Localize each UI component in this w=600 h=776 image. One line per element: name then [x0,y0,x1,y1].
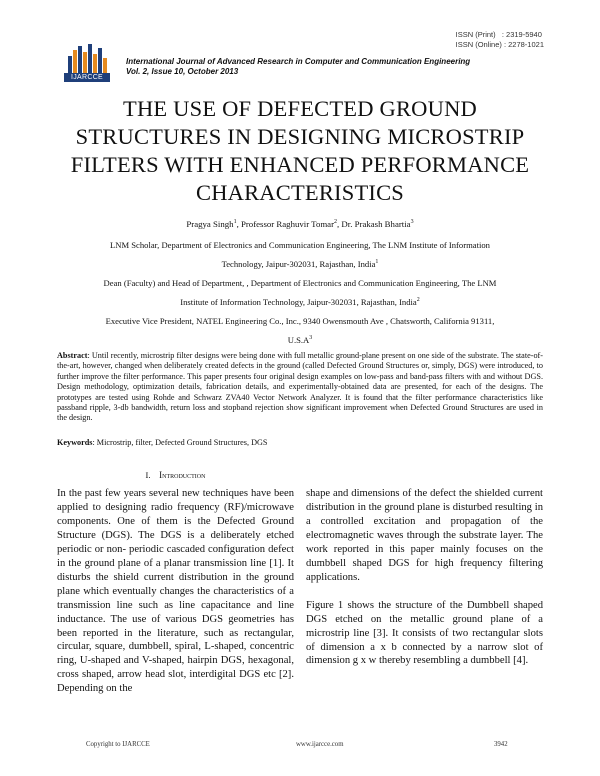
author-3: , Dr. Prakash Bhartia [337,219,411,229]
journal-logo [64,42,110,82]
footer-copyright: Copyright to IJARCCE [86,741,150,748]
author-1: Pragya Singh [186,219,234,229]
abstract [57,351,543,424]
section-number: I. [145,470,151,480]
footer-website: www.ijarcce.com [296,741,344,748]
body-right-column [306,487,543,668]
logo-text: IJARCCE [64,73,110,82]
title-line-4: CHARACTERISTICS [195,180,405,205]
section-heading-introduction [57,470,294,480]
footer-page-number: 3942 [494,741,508,748]
body-paragraph-1: In the past few years several new techniques have been applied to designing radio frequency (RF)/microwave components. One of them is the Defected Ground Structure (DGS). The DGS is a deliberately etched periodic or non- periodic cascaded configuration defect in the ground plane of a planar transmission line [1]. It disturbs the shield current distribution in the ground plane which eventually changes the characteristics of a transmission line such as line capacitance and line inductance. The use of various DGS geometries has been reported in the literature, such as rectangular, circular, square, dumbbell, spiral, L-shaped, concentric ring, U-shaped and V-shaped, hairpin DGS, hexagonal, cross shaped, arrow head slot, interdigital DGS etc [2]. Depending on the [57,488,294,695]
title-line-2: STRUCTURES IN DESIGNING MICROSTRIP [75,124,525,149]
affiliation-2-line-1: Dean (Faculty) and Head of Department, , Department of Electronics and Communication Engineering, The LNM [103,278,497,288]
affiliation-1-line-1: LNM Scholar, Department of Electronics and Communication Engineering, The LNM Institute of Information [110,240,490,250]
affiliation-3-sup: 3 [309,335,313,341]
affiliation-1 [60,236,540,274]
affiliation-1-line-2: Technology, Jaipur-302031, Rajasthan, India [221,259,376,269]
author-2: , Professor Raghuvir Tomar [236,219,335,229]
affiliation-1-sup: 1 [375,259,379,265]
abstract-text: : Until recently, microstrip filter designs were being done with full metallic ground-plane present on one side of the substrate. The state-of-the-art, however, changed when deliberately created defects in the ground (called Defected Ground Structures or, simply, DGS) were introduced, to further improve the filter performance. This paper presents four original design examples on low-pass and band-pass filters with and without DGS. Design methodology, optimization details, fabrication details, and experimentally-obtained data are presented, for each of the designs. The prototypes are tested using Rohde and Schwarz ZVA40 Vector Network Analyzer. It is found that the filter performance characteristics like passband ripple, 3-db bandwidth, return loss and stopband rejection show significant improvement when Defected Ground Structures are used in the design. [57,351,543,423]
affiliation-2 [60,274,540,312]
affiliation-2-line-2: Institute of Information Technology, Jaipur-302031, Rajasthan, India [180,297,417,307]
author-list [40,218,560,230]
author-3-sup: 3 [410,219,414,225]
keywords [57,438,543,448]
section-title: Introduction [159,470,206,480]
body-paragraph-3: Figure 1 shows the structure of the Dumbbell shaped DGS etched on the metallic ground plane of a microstrip line [3]. It consists of two rectangular slots of dimension a x b connected by a narrow slot of dimension g x w thereby resembling a dumbbell [4]. [306,599,543,667]
issn-print: ISSN (Print) : 2319-5940 [455,30,542,39]
paper-title [40,95,560,207]
journal-name: International Journal of Advanced Research in Computer and Communication Engineering [126,57,471,66]
affiliation-2-sup: 2 [416,297,420,303]
affiliation-3-line-2: U.S.A [287,335,310,345]
title-line-3: FILTERS WITH ENHANCED PERFORMANCE [70,152,530,177]
logo-emblem-icon [64,42,110,74]
author-2-sup: 2 [334,219,338,225]
issn-block [456,30,544,50]
abstract-label: Abstract [57,351,88,360]
body-left-column [57,487,294,696]
title-line-1: THE USE OF DEFECTED GROUND [123,96,477,121]
journal-volume: Vol. 2, Issue 10, October 2013 [126,67,239,76]
journal-info [126,57,470,77]
keywords-text: : Microstrip, filter, Defected Ground Structures, DGS [92,438,268,447]
body-paragraph-2: shape and dimensions of the defect the shielded current distribution in the ground plane is disturbed resulting in a controlled excitation and propagation of the electromagnetic waves through the substrate layer. The work reported in this paper mainly focuses on the dumbbell shaped DGS for high frequency filtering applications. [306,488,543,583]
affiliation-3-line-1: Executive Vice President, NATEL Engineering Co., Inc., 9340 Owensmouth Ave , Chatsworth, California 91311, [105,316,495,326]
author-1-sup: 1 [233,219,237,225]
issn-online: ISSN (Online) : 2278-1021 [455,40,544,49]
affiliation-3 [60,312,540,350]
keywords-label: Keywords [57,438,93,447]
